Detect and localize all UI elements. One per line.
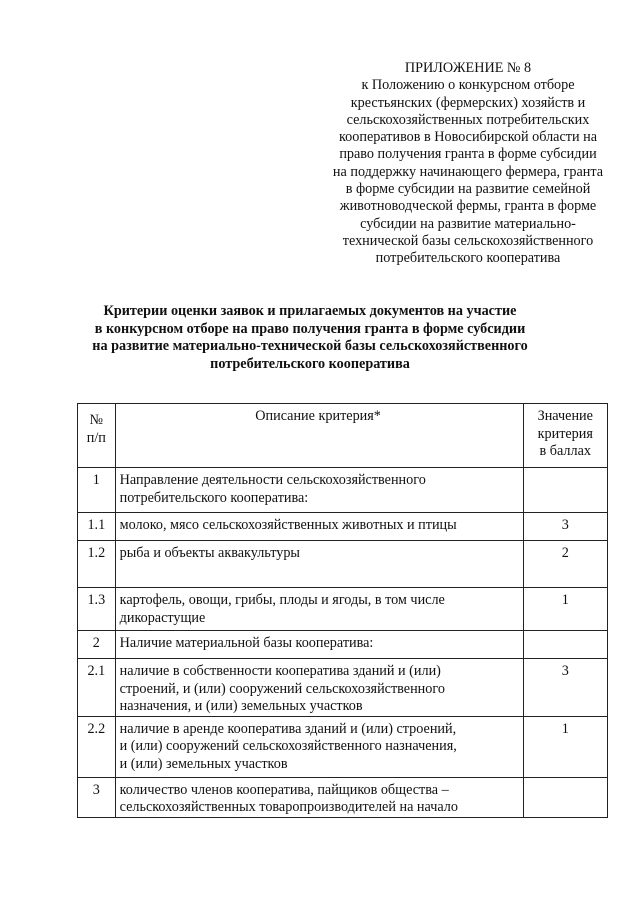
- row-number: 1: [78, 468, 116, 513]
- row-description: [115, 588, 523, 631]
- table-row: [78, 468, 608, 513]
- row-score: [523, 468, 607, 513]
- row-number: 1.2: [78, 541, 116, 588]
- score-value: 3: [561, 517, 569, 533]
- description-line: наличие в аренде кооператива зданий и (или) строений,: [119, 720, 457, 737]
- score-value: 1: [561, 592, 569, 608]
- description-line: Направление деятельности сельскохозяйственного: [119, 472, 426, 488]
- row-description: [115, 541, 523, 588]
- text-line: кооперативов в Новосибирской области на: [339, 129, 597, 146]
- description-line: картофель, овощи, грибы, плоды и ягоды, в том числе: [119, 592, 445, 608]
- text-line: критерия: [537, 425, 593, 442]
- table-row: [78, 716, 608, 777]
- description-line: строений, и (или) сооружений сельскохозяйственного: [119, 680, 445, 697]
- criteria-table: [77, 403, 608, 818]
- description-line: назначения, и (или) земельных участков: [119, 698, 363, 714]
- row-description: [115, 631, 523, 659]
- score-value: 3: [561, 663, 569, 679]
- score-value: 1: [561, 720, 569, 737]
- text-line: животноводческой фермы, гранта в форме: [339, 198, 597, 215]
- description-line: рыба и объекты аквакультуры: [119, 545, 300, 561]
- row-number: 1.1: [78, 513, 116, 541]
- description-line: и (или) сооружений сельскохозяйственного назначения,: [119, 738, 457, 754]
- text-line: в конкурсном отборе на право получения гранта в форме субсидии: [94, 320, 526, 337]
- table-row: [78, 777, 608, 817]
- row-description: [115, 513, 523, 541]
- description-line: наличие в собственности кооператива зданий и (или): [119, 663, 441, 679]
- text-line: технической базы сельскохозяйственного: [342, 232, 594, 249]
- table-row: [78, 631, 608, 659]
- description-line: и (или) земельных участков: [119, 755, 288, 772]
- description-line: дикорастущие: [119, 609, 206, 626]
- row-number: 2: [78, 631, 116, 659]
- row-score: [523, 588, 607, 631]
- row-number: 3: [78, 777, 116, 817]
- text-line: №: [89, 412, 104, 428]
- text-line: на поддержку начинающего фермера, гранта: [332, 163, 604, 180]
- score-value: 2: [561, 545, 569, 561]
- description-line: потребительского кооператива:: [119, 489, 309, 506]
- row-number: 1.3: [78, 588, 116, 631]
- table-row: [78, 513, 608, 541]
- text-line: потребительского кооператива: [375, 250, 561, 267]
- row-score: [523, 716, 607, 777]
- row-score: [523, 659, 607, 717]
- text-line: право получения гранта в форме субсидии: [339, 146, 597, 163]
- row-score: [523, 631, 607, 659]
- text-line: потребительского кооператива: [210, 355, 410, 372]
- text-line: сельскохозяйственных потребительских: [346, 111, 590, 128]
- description-line: количество членов кооператива, пайщиков общества –: [119, 781, 449, 798]
- document-heading: [60, 303, 560, 373]
- text-line: субсидии на развитие материально-: [360, 215, 576, 232]
- text-line: в баллах: [539, 443, 591, 459]
- text-line: крестьянских (фермерских) хозяйств и: [350, 94, 586, 111]
- row-description: [115, 777, 523, 817]
- table-row: [78, 541, 608, 588]
- table-row: [78, 659, 608, 717]
- text-line: Значение: [537, 408, 593, 424]
- header-score: [523, 404, 607, 468]
- appendix-block: [312, 60, 624, 268]
- score-value: [524, 468, 607, 472]
- description-line: молоко, мясо сельскохозяйственных животных и птицы: [119, 517, 457, 533]
- text-line: ПРИЛОЖЕНИЕ № 8: [404, 60, 532, 76]
- text-line: п/п: [86, 429, 106, 446]
- row-number: 2.1: [78, 659, 116, 717]
- score-value: [524, 778, 607, 782]
- table-header-row: [78, 404, 608, 468]
- row-description: [115, 716, 523, 777]
- row-number: 2.2: [78, 716, 116, 777]
- row-score: [523, 541, 607, 588]
- description-line: Наличие материальной базы кооператива:: [119, 635, 374, 651]
- table-row: [78, 588, 608, 631]
- row-score: [523, 777, 607, 817]
- text-line: Критерии оценки заявок и прилагаемых документов на участие: [103, 303, 517, 319]
- header-num: [78, 404, 116, 468]
- row-description: [115, 659, 523, 717]
- text-line: в форме субсидии на развитие семейной: [345, 181, 591, 198]
- row-description: [115, 468, 523, 513]
- description-line: сельскохозяйственных товаропроизводителей на начало: [119, 799, 458, 815]
- text-line: к Положению о конкурсном отборе: [361, 77, 575, 94]
- header-description: Описание критерия*: [115, 404, 523, 468]
- row-score: [523, 513, 607, 541]
- text-line: на развитие материально-технической базы сельскохозяйственного: [92, 338, 528, 355]
- score-value: [524, 631, 607, 635]
